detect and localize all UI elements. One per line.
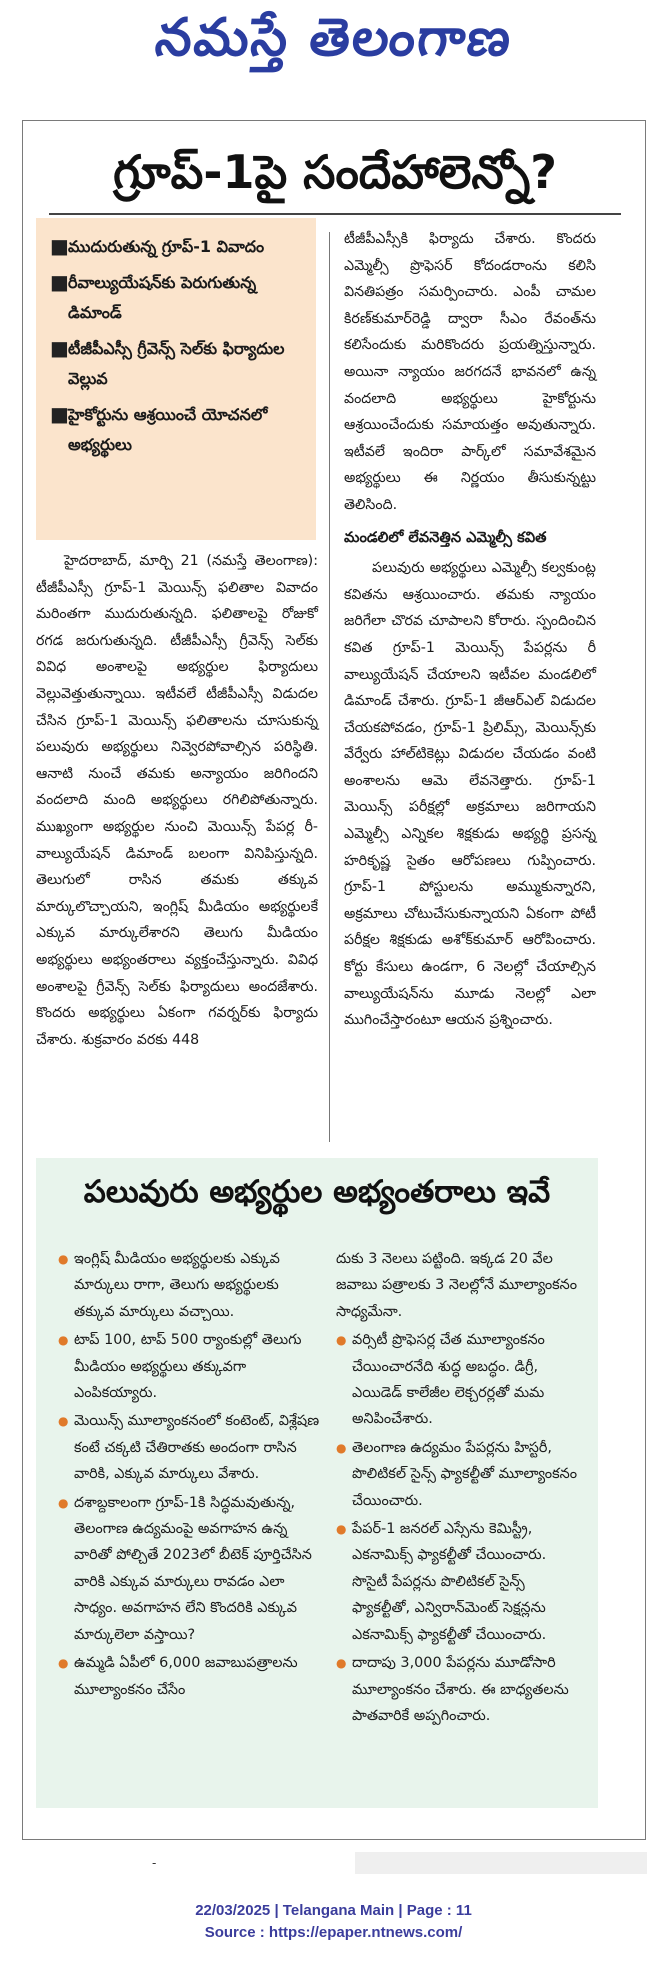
bullet-icon: ● xyxy=(58,1333,69,1348)
highlight-item: ■ హైకోర్టును ఆశ్రయించే యోచనలో అభ్యర్థులు xyxy=(50,400,306,460)
source-link[interactable]: Source : https://epaper.ntnews.com/ xyxy=(204,1924,463,1941)
bullet-icon: ■ xyxy=(50,336,69,360)
body-paragraph: హైదరాబాద్, మార్చి 21 (నమస్తే తెలంగాణ): టీజీపీఎస్సీ గ్రూప్-1 మెయిన్స్ ఫలితాల వివాదం మరింతగా ముదురుతున్నది. ఫలితాలపై రోజుకో రగడ జరుగుతున్నది. టీజీపీఎస్సీ గ్రీవెన్స్ సెల్‌కు వివిధ అంశాలపై అభ్యర్థుల ఫిర్యాదులు వెల్లువెత్తుతున్నాయి. ఇటీవలే టీజీపీఎస్సీ విడుదల చేసిన గ్రూప్-1 మెయిన్స్ ఫలితాలను చూసుకున్న పలువురు అభ్యర్థులు నివ్వెరపోవాల్సిన పరిస్థితి. ఆనాటి నుంచే తమకు అన్యాయం జరిగిందని వందలాది మంది అభ్యర్థులు రగిలిపోతున్నారు. ముఖ్యంగా అభ్యర్థుల నుంచి మెయిన్స్ పేపర్ల రీ-వాల్యుయేషన్ డిమాండ్ బలంగా వినిపిస్తున్నది. తెలుగులో రాసిన తమకు తక్కువ మార్కులొచ్చాయని, ఇంగ్లిష్ మీడియం అభ్యర్థులకే ఎక్కువ మార్కులేశారని తెలుగు మీడియం అభ్యర్థులు అభ్యంతరాలు వ్యక్తంచేస్తున్నారు. వివిధ అంశాలపై గ్రీవెన్స్ సెల్‌కు ఫిర్యాదులు అందజేశారు. కొందరు అభ్యర్థులు ఏకంగా గవర్నర్‌కు ఫిర్యాదు చేశారు. శుక్రవారం వరకు 448 xyxy=(36,553,318,1048)
bullet-icon: ● xyxy=(336,1522,347,1537)
objection-item: ● ఇంగ్లిష్ మీడియం అభ్యర్థులకు ఎక్కువ మార్కులు రాగా, తెలుగు అభ్యర్థులకు తక్కువ మార్కులు వచ్చాయి. xyxy=(58,1246,320,1325)
bullet-icon: ● xyxy=(58,1252,69,1266)
bullet-icon: ● xyxy=(336,1656,347,1671)
highlight-item: ■ రీవాల్యుయేషన్‌కు పెరుగుతున్న డిమాండ్ xyxy=(50,268,306,328)
bullet-icon: ■ xyxy=(50,402,69,426)
masthead xyxy=(0,0,667,100)
subheading: మండలిలో లేవనెత్తిన ఎమ్మెల్సీ కవిత xyxy=(344,528,547,546)
objection-item: ● పేపర్-1 జనరల్ ఎస్సేను కెమిస్ట్రీ, ఎకనామిక్స్ ఫ్యాకల్టీతో చేయించారు. సొసైటీ పేపర్లను పొలిటికల్ సైన్స్ ఫ్యాకల్టీతో, ఎన్విరాన్‌మెంట్ సెక్షన్లను ఎకనామిక్స్ ఫ్యాకల్టీతో చేయించారు. xyxy=(336,1516,582,1648)
highlight-item: ■ ముదురుతున్న గ్రూప్-1 వివాదం xyxy=(50,232,306,262)
body-paragraph: టీజీపీఎస్సీకి ఫిర్యాదు చేశారు. కొందరు ఎమ్మెల్సీ ప్రొఫెసర్ కోదండరాంను కలిసి వినతిపత్రం సమర్పించారు. ఎంపీ చామల కిరణ్‌కుమార్‌రెడ్డి ద్వారా సీఎం రేవంత్‌ను కలిసేందుకు మరికొందరు ప్రయత్నిస్తున్నారు. అయినా న్యాయం జరగదనే భావనలో ఉన్న వందలాది అభ్యర్థులు హైకోర్టును ఆశ్రయించేందుకు సమాయత్తం అవుతున్నారు. ఇటీవలే ఇందిరా పార్క్‌లో సమావేశమైన అభ్యర్థులు ఈ నిర్ణయం తీసుకున్నట్టు తెలిసింది. xyxy=(344,231,596,513)
objections-right-column xyxy=(336,1246,582,1731)
bullet-icon: ● xyxy=(336,1333,347,1348)
bullet-icon: ● xyxy=(58,1656,69,1671)
bullet-icon: ● xyxy=(58,1495,69,1510)
headline: గ్రూప్-1పై సందేహాలెన్నో? xyxy=(113,145,557,199)
bullet-icon: ● xyxy=(58,1414,69,1429)
objection-item: ● టాప్ 100, టాప్ 500 ర్యాంకుల్లో తెలుగు మీడియం అభ్యర్థులు తక్కువగా ఎంపికయ్యారు. xyxy=(58,1327,320,1406)
objections-left-column xyxy=(58,1246,320,1705)
newspaper-logo: నమస్తే తెలంగాణ xyxy=(152,8,516,68)
objection-continued: దుకు 3 నెలలు పట్టింది. ఇక్కడ 20 వేల జవాబు పత్రాలకు 3 నెలల్లోనే మూల్యాంకనం సాధ్యమేనా. xyxy=(336,1251,578,1320)
objection-item: ● ఉమ్మడి ఏపీలో 6,000 జవాబుపత్రాలను మూల్యాంకనం చేసేం xyxy=(58,1650,320,1703)
objection-item: ● మెయిన్స్ మూల్యాంకనంలో కంటెంట్, విశ్లేషణ కంటే చక్కటి చేతిరాతకు అందంగా రాసిన వారికి, ఎక్కువ మార్కులు వేశారు. xyxy=(58,1408,320,1487)
body-paragraph: పలువురు అభ్యర్థులు ఎమ్మెల్సీ కల్వకుంట్ల కవితను ఆశ్రయించారు. తమకు న్యాయం జరిగేలా చొరవ చూపాలని కోరారు. స్పందించిన కవిత గ్రూప్-1 మెయిన్స్ పేపర్లను రీ వాల్యుయేషన్ చేయాలని ఇటీవల మండలిలో డిమాండ్ చేశారు. గ్రూప్-1 జీఆర్‌ఎల్ విడుదల చేయకపోవడం, గ్రూప్-1 ప్రిలిమ్స్, మెయిన్స్‌కు వేర్వేరు హాల్‌టికెట్లు విడుదల చేయడం వంటి అంశాలను ఆమె లేవనెత్తారు. గ్రూప్-1 మెయిన్స్ పరీక్షల్లో అక్రమాలు జరిగాయని ఎమ్మెల్సీ ఎన్నికల శిక్షకుడు అభ్యర్థి ప్రసన్న హరికృష్ణ సైతం ఆరోపణలు గుప్పించారు. గ్రూప్-1 పోస్టులను అమ్ముకున్నారని, అక్రమాలు చోటుచేసుకున్నాయని ఏకంగా పోటీ పరీక్షల శిక్షకుడు అశోక్‌కుమార్ ఆరోపించారు. కోర్టు కేసులు ఉండగా, 6 నెలల్లో చేయాల్సిన వాల్యుయేషన్‌ను మూడు నెలల్లో ఎలా ముగించేస్తారంటూ ఆయన ప్రశ్నించారు. xyxy=(344,560,596,1029)
edition-info: 22/03/2025 | Telangana Main | Page : 11 xyxy=(195,1902,472,1919)
highlight-item: ■ టీజీపీఎస్సీ గ్రీవెన్స్ సెల్‌కు ఫిర్యాదుల వెల్లువ xyxy=(50,334,306,394)
bullet-icon: ■ xyxy=(50,270,69,294)
box-title: పలువురు అభ్యర్థుల అభ్యంతరాలు ఇవే xyxy=(83,1174,551,1210)
footer-mark: - xyxy=(152,1856,157,1870)
right-column xyxy=(344,226,596,1034)
objection-item: ● దశాబ్దకాలంగా గ్రూప్-1కి సిద్ధమవుతున్న, తెలంగాణ ఉద్యమంపై అవగాహన ఉన్న వారితో పోల్చితే 2023లో బీటెక్ పూర్తిచేసిన వారికి ఎక్కువ మార్కులు రావడం ఎలా సాధ్యం. అవగాహన లేని కొందరికి ఎక్కువ మార్కులెలా వస్తాయి? xyxy=(58,1490,320,1648)
objection-item: ● వర్సిటీ ప్రొఫెసర్ల చేత మూల్యాంకనం చేయించారనేది శుద్ధ అబద్ధం. డిగ్రీ, ఎయిడెడ్ కాలేజీల లెక్చరర్లతో మమ అనిపించేశారు. xyxy=(336,1327,582,1433)
column-divider xyxy=(329,232,330,1142)
objection-item: ● దాదాపు 3,000 పేపర్లను మూడోసారి మూల్యాంకనం చేశారు. ఈ బాధ్యతలను పాతవారికే అప్పగించారు. xyxy=(336,1650,582,1729)
objection-item: ● తెలంగాణ ఉద్యమం పేపర్లను హిస్టరీ, పొలిటికల్ సైన్స్ ఫ్యాకల్టీతో మూల్యాంకనం చేయించారు. xyxy=(336,1435,582,1514)
left-column xyxy=(36,548,318,1053)
objections-box xyxy=(36,1158,598,1808)
bullet-icon: ● xyxy=(336,1440,347,1455)
footer xyxy=(0,1900,667,1944)
highlights-box xyxy=(36,218,316,540)
bullet-icon: ■ xyxy=(50,234,69,258)
footer-strip xyxy=(355,1852,647,1874)
headline-rule xyxy=(49,213,621,215)
